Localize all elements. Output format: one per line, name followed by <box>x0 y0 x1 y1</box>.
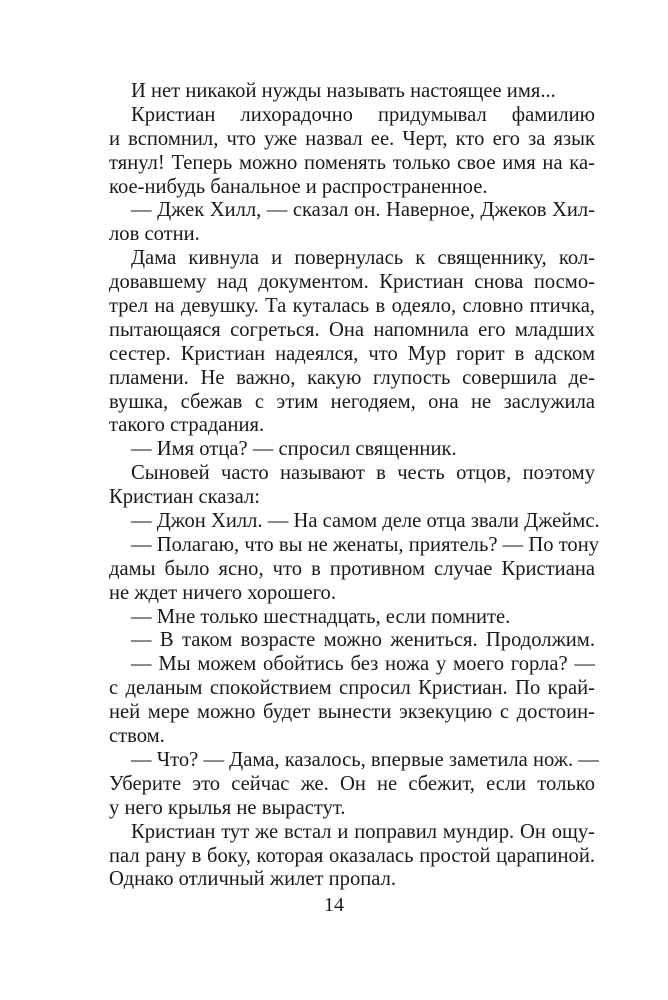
text-line: с деланым спокойствием спросил Кристиан. По край- <box>109 677 595 700</box>
body-text <box>109 80 600 892</box>
text-line: кое-нибудь банальное и распространенное. <box>109 175 488 198</box>
page-number: 14 <box>324 894 344 916</box>
text-line: ней мере можно будет вынести экзекуцию с достоин- <box>109 701 595 724</box>
text-line: Кристиан тут же встал и поправил мундир. Он ощу- <box>131 820 595 843</box>
text-line: дамы было ясно, что в противном случае Кристиана <box>109 557 595 580</box>
text-line: довавшему над документом. Кристиан снова посмо- <box>109 271 595 294</box>
text-line: ством. <box>109 725 165 748</box>
text-line: — Имя отца? — спросил священник. <box>131 438 457 461</box>
text-line: пал рану в боку, которая оказалась простой царапиной. <box>109 844 595 867</box>
text-line: Кристиан лихорадочно придумывал фамилию <box>131 103 595 126</box>
text-line: Однако отличный жилет пропал. <box>109 868 397 891</box>
text-line: у него крылья не вырастут. <box>109 796 346 819</box>
text-line: не ждет ничего хорошего. <box>109 581 337 604</box>
text-line: — Что? — Дама, казалось, впервые заметила нож. — <box>131 748 599 771</box>
text-line: пламени. Не важно, какую глупость совершила де- <box>109 366 595 389</box>
text-line: Кристиан сказал: <box>109 486 260 509</box>
text-line: — Мы можем обойтись без ножа у моего горла? — <box>131 653 595 676</box>
text-line: Сыновей часто называют в честь отцов, поэтому <box>131 462 595 485</box>
text-line: трел на девушку. Та куталась в одеяло, словно птичка, <box>109 295 595 318</box>
text-line: пытающаяся согреться. Она напомнила его младших <box>109 318 595 341</box>
text-line: и вспомнил, что уже назвал ее. Черт, кто его за язык <box>109 127 595 150</box>
text-line: Дама кивнула и повернулась к священнику, кол- <box>131 247 595 270</box>
text-line: сестер. Кристиан надеялся, что Мур горит в адском <box>109 342 595 365</box>
text-line: И нет никакой нужды называть настоящее имя... <box>131 80 556 102</box>
text-line: Уберите это сейчас же. Он не сбежит, если только <box>109 772 595 795</box>
text-line: такого страдания. <box>109 414 265 437</box>
text-line: лов сотни. <box>109 223 200 246</box>
text-line: — Джон Хилл. — На самом деле отца звали Джеймс. <box>131 510 600 533</box>
text-line: — В таком возрасте можно жениться. Продолжим. <box>131 629 595 652</box>
text-line: — Джек Хилл, — сказал он. Наверное, Джеков Хил- <box>131 199 595 222</box>
text-line: — Полагаю, что вы не женаты, приятель? — По тону <box>131 533 600 556</box>
text-line: вушка, сбежав с этим негодяем, она не заслужила <box>109 390 595 413</box>
text-line: — Мне только шестнадцать, если помните. <box>131 605 511 628</box>
text-line: тянул! Теперь можно поменять только свое имя на ка- <box>109 151 595 174</box>
